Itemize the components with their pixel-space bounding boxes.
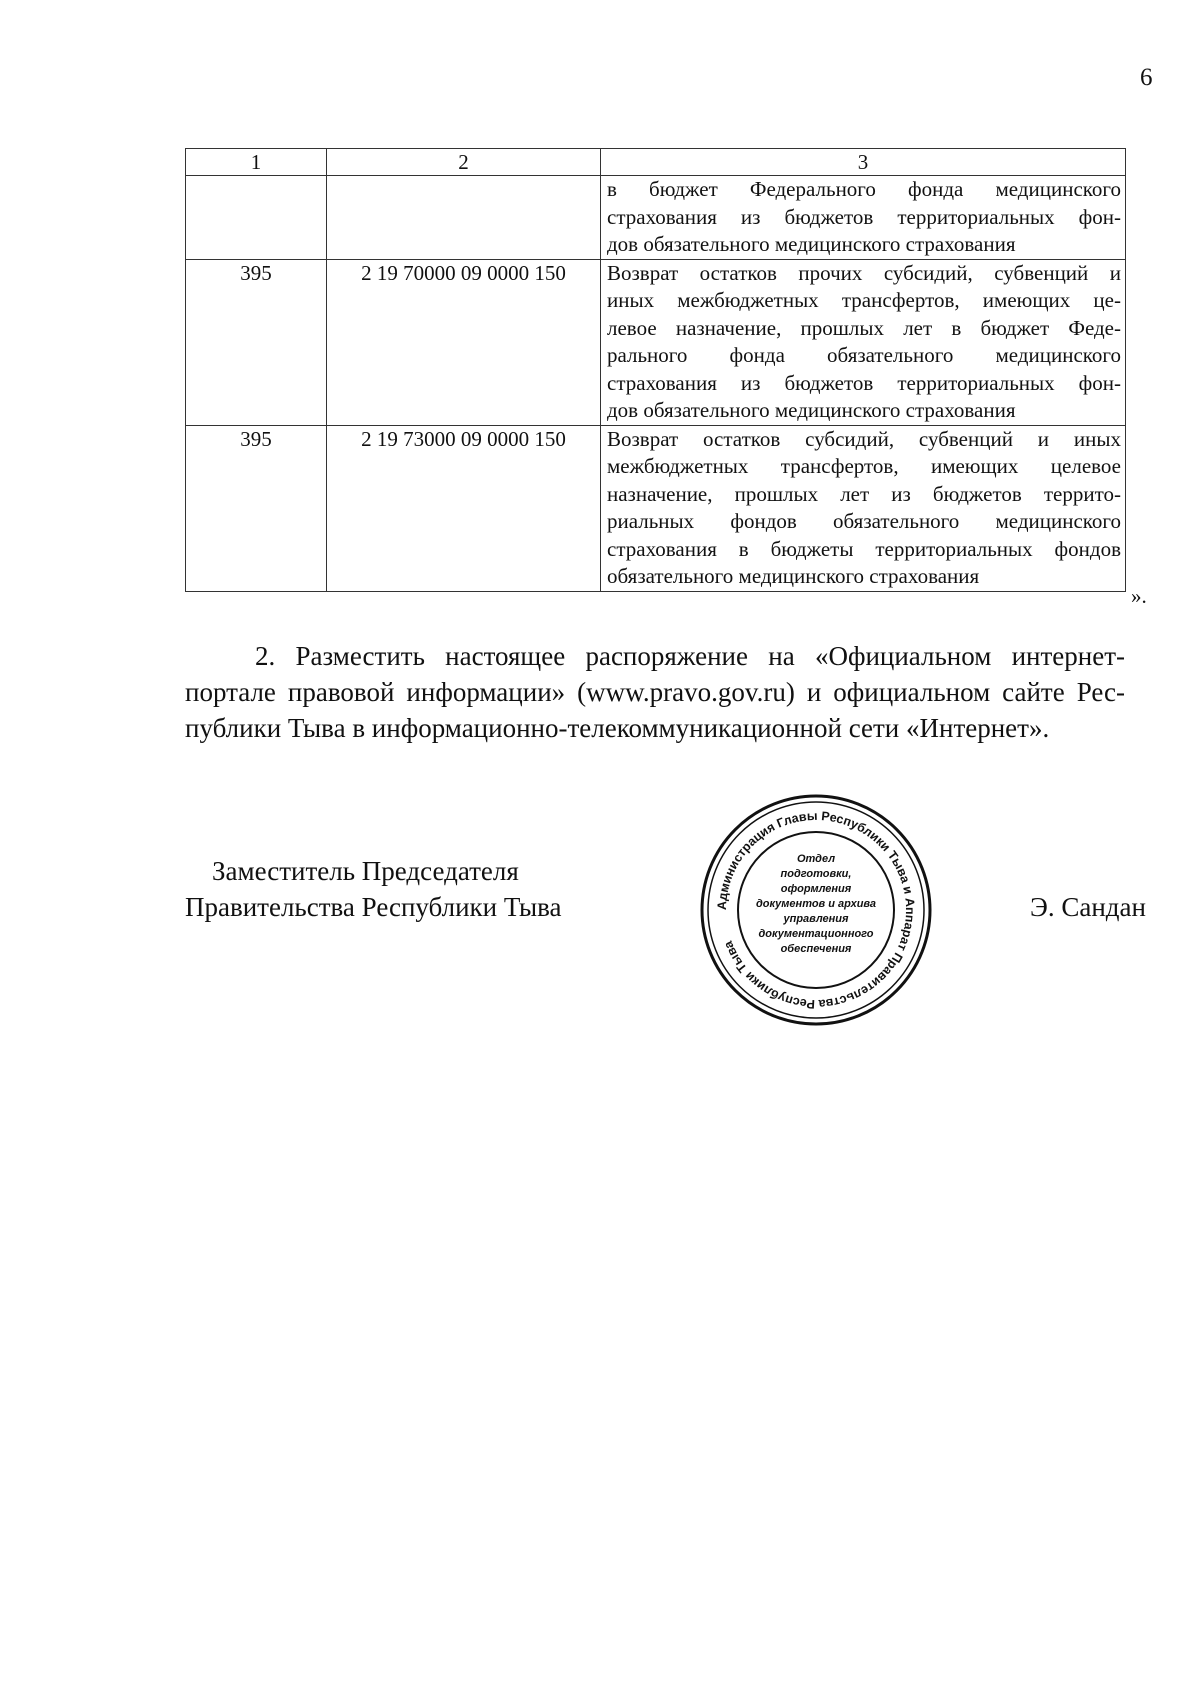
table-header-col-1: 1 (186, 149, 327, 176)
admin-code-cell: 395 (186, 259, 327, 425)
description-line: страхования из бюджетов территориальных фон- (607, 204, 1121, 229)
table-row (186, 425, 1126, 591)
description-line: рального фонда обязательного медицинского (607, 343, 1121, 367)
paragraph-line: 2. Разместить настоящее распоряжение на «Официальном интернет- (255, 641, 1125, 671)
admin-code-cell (186, 176, 327, 260)
stamp-center-line: Отдел (796, 853, 836, 865)
description-cell (601, 425, 1126, 591)
description-line: иных межбюджетных трансфертов, имеющих це- (607, 288, 1121, 312)
description-cell (601, 259, 1126, 425)
stamp-center-line: обеспечения (780, 943, 852, 955)
stamp-ring-text: Администрация Главы Республики Тыва и Аппарат Правительства Республики Тыва (714, 808, 918, 1012)
stamp-center-line: управления (783, 913, 849, 925)
closing-quote: ». (1131, 584, 1147, 608)
table-header-col-3: 3 (601, 149, 1126, 176)
description-line: дов обязательного медицинского страхования (607, 398, 1016, 422)
paragraph-line: публики Тыва в информационно-телекоммуникационной сети «Интернет». (185, 713, 1050, 743)
page-number: 6 (1140, 64, 1153, 91)
stamp-outer-ring (702, 796, 930, 1024)
table-row (186, 176, 1126, 260)
signer-title-line: Заместитель Председателя (212, 856, 519, 886)
description-cell (601, 176, 1126, 260)
revenue-code-cell: 2 19 70000 09 0000 150 (327, 259, 601, 425)
description-line: назначение, прошлых лет из бюджетов террито- (607, 481, 1121, 506)
description-line: риальных фондов обязательного медицинского (607, 509, 1121, 533)
stamp-outer-ring-inner (708, 802, 924, 1018)
signer-title-line: Правительства Республики Тыва (185, 892, 562, 922)
description-line: страхования в бюджеты территориальных фондов (607, 536, 1121, 561)
paragraph-line: портале правовой информации» (www.pravo.gov.ru) и официальном сайте Рес- (185, 677, 1125, 707)
stamp-center-line: документационного (758, 928, 874, 940)
paragraph-publication-order (185, 638, 1125, 746)
stamp-center-line: оформления (780, 883, 852, 895)
revenue-code-cell: 2 19 73000 09 0000 150 (327, 425, 601, 591)
table-row (186, 259, 1126, 425)
budget-classification-table (185, 148, 1126, 592)
signer-title (185, 853, 562, 925)
description-line: в бюджет Федерального фонда медицинского (607, 177, 1121, 201)
description-line: Возврат остатков прочих субсидий, субвенций и (607, 260, 1121, 285)
description-line: обязательного медицинского страхования (607, 564, 980, 588)
description-line: левое назначение, прошлых лет в бюджет Феде- (607, 315, 1121, 340)
official-stamp (698, 792, 934, 1028)
revenue-code-cell (327, 176, 601, 260)
table-header-col-2: 2 (327, 149, 601, 176)
stamp-center-line: документов и архива (755, 898, 877, 910)
description-line: межбюджетных трансфертов, имеющих целевое (607, 454, 1121, 478)
signer-name: Э. Сандан (1030, 892, 1146, 922)
stamp-center-line: подготовки, (780, 868, 852, 880)
description-line: страхования из бюджетов территориальных фон- (607, 370, 1121, 395)
description-line: Возврат остатков субсидий, субвенций и иных (607, 426, 1121, 451)
description-line: дов обязательного медицинского страхования (607, 232, 1016, 256)
table-header-row (186, 149, 1126, 176)
admin-code-cell: 395 (186, 425, 327, 591)
